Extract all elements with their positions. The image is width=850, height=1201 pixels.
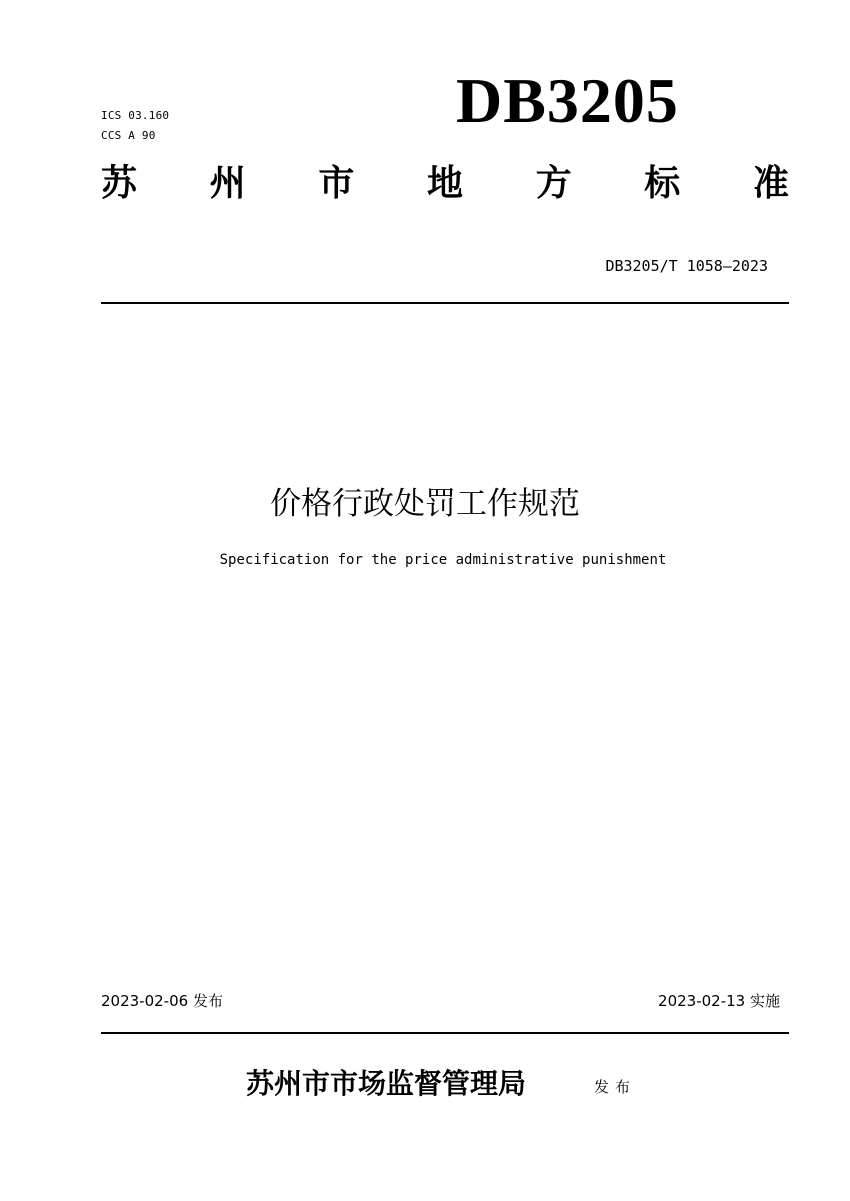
standard-type-char: 准	[752, 161, 789, 204]
document-title-english: Specification for the price administrative punishment	[219, 552, 667, 568]
standard-code: DB3205	[456, 65, 679, 136]
top-divider	[101, 302, 789, 304]
ics-code: ICS 03.160	[101, 109, 170, 122]
publish-label: 发布	[594, 1078, 637, 1096]
bottom-divider	[101, 1032, 789, 1034]
standard-number: DB3205/T 1058—2023	[605, 257, 768, 275]
standard-type-char: 地	[426, 161, 463, 204]
standard-type-char: 市	[318, 161, 355, 204]
implementation-date: 2023-02-13 实施	[658, 992, 780, 1010]
standard-type	[101, 155, 789, 205]
document-title: 价格行政处罚工作规范	[270, 486, 580, 522]
standard-type-char: 方	[535, 161, 572, 204]
classification-codes	[101, 106, 169, 146]
publisher-name: 苏州市市场监督管理局	[246, 1067, 527, 1100]
issue-date: 2023-02-06 发布	[101, 992, 223, 1010]
standard-type-char: 苏	[101, 161, 138, 204]
standard-type-char: 州	[209, 161, 246, 204]
standard-type-char: 标	[644, 161, 681, 204]
ccs-code: CCS A 90	[101, 129, 156, 142]
